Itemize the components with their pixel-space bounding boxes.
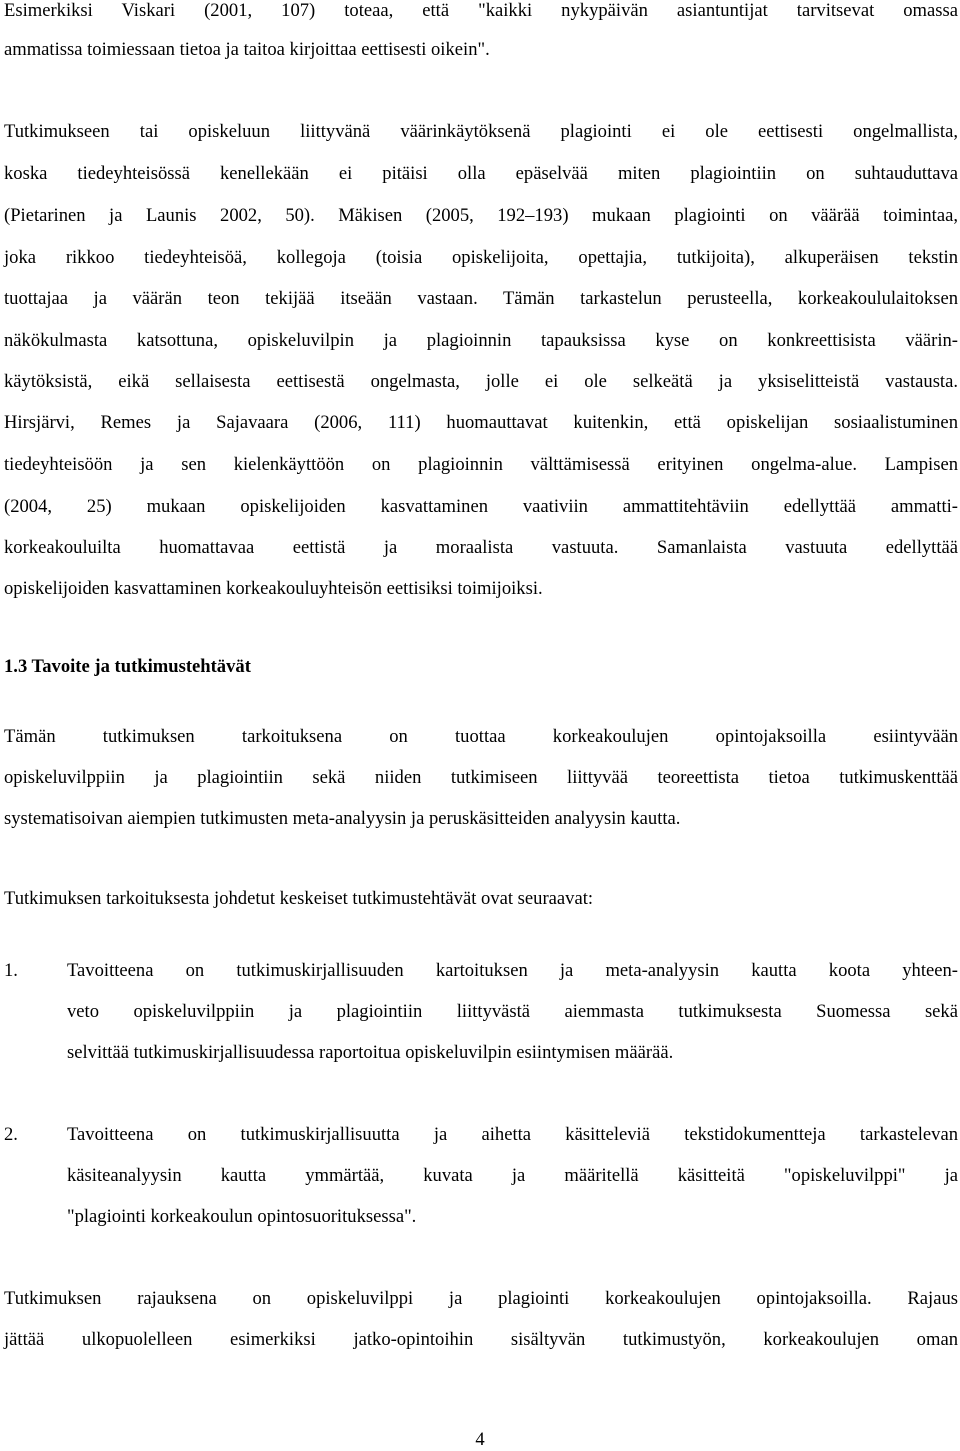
text-line: ammatissa toimiessaan tietoa ja taitoa kirjoittaa eettisesti oikein". (4, 39, 490, 60)
text-line: opiskelijoiden kasvattaminen korkeakouluyhteisön eettisiksi toimijoiksi. (4, 578, 543, 599)
text-line: veto opiskeluvilppiin ja plagiointiin liittyvästä aiemmasta tutkimuksesta Suomessa sekä (67, 1001, 958, 1022)
text-line: "plagiointi korkeakoulun opintosuorituksessa". (67, 1206, 417, 1227)
list-item-number: 1. (4, 960, 18, 981)
text-line: näkökulmasta katsottuna, opiskeluvilpin ja plagioinnin tapauksissa kyse on konkreettisista väärin- (4, 330, 958, 351)
text-line: systematisoivan aiempien tutkimusten meta-analyysin ja peruskäsitteiden analyysin kautta. (4, 808, 681, 829)
text-line: (Pietarinen ja Launis 2002, 50). Mäkisen (2005, 192–193) mukaan plagiointi on väärää toimintaa, (4, 205, 958, 226)
text-line: selvittää tutkimuskirjallisuudessa raportoitua opiskeluvilpin esiintymisen määrää. (67, 1042, 674, 1063)
text-line: käytöksistä, eikä sellaisesta eettisestä ongelmasta, jolle ei ole selkeätä ja yksiselitteistä vastausta. (4, 371, 958, 392)
text-line: Tutkimukseen tai opiskeluun liittyvänä väärinkäytöksenä plagiointi ei ole eettisesti ongelmallista, (4, 121, 958, 142)
list-item-number: 2. (4, 1124, 18, 1145)
text-line: joka rikkoo tiedeyhteisöä, kollegoja (toisia opiskelijoita, opettajia, tutkijoita), alkuperäisen tekstin (4, 247, 958, 268)
text-line: käsiteanalyysin kautta ymmärtää, kuvata ja määritellä käsitteitä "opiskeluvilppi" ja (67, 1165, 958, 1186)
page-number: 4 (475, 1429, 485, 1450)
text-line: Tavoitteena on tutkimuskirjallisuuden kartoituksen ja meta-analyysin kautta koota yhteen- (67, 960, 958, 981)
text-line: Tutkimuksen rajauksena on opiskeluvilppi ja plagiointi korkeakoulujen opintojaksoilla. Rajaus (4, 1288, 958, 1309)
text-line: Hirsjärvi, Remes ja Sajavaara (2006, 111) huomauttavat kuitenkin, että opiskelijan sosiaalistuminen (4, 412, 958, 433)
text-line: Esimerkiksi Viskari (2001, 107) toteaa, että "kaikki nykypäivän asiantuntijat tarvitsevat omassa (4, 0, 958, 21)
paragraph-tasks-intro: Tutkimuksen tarkoituksesta johdetut keskeiset tutkimustehtävät ovat seuraavat: (4, 888, 594, 909)
text-line: tiedeyhteisöön ja sen kielenkäyttöön on plagioinnin välttämisessä erityinen ongelma-alue. Lampisen (4, 454, 958, 475)
text-line: jättää ulkopuolelleen esimerkiksi jatko-opintoihin sisältyvän tutkimustyön, korkeakoulujen oman (4, 1329, 958, 1350)
text-line: opiskeluvilppiin ja plagiointiin sekä niiden tutkimiseen liittyvää teoreettista tietoa tutkimuskenttää (4, 767, 958, 788)
text-line: tuottajaa ja väärän teon tekijää itseään vastaan. Tämän tarkastelun perusteella, korkeakoululaitoksen (4, 288, 958, 309)
section-heading: 1.3 Tavoite ja tutkimustehtävät (4, 656, 251, 677)
text-line: Tavoitteena on tutkimuskirjallisuutta ja aihetta käsitteleviä tekstidokumentteja tarkastelevan (67, 1124, 958, 1145)
text-line: koska tiedeyhteisössä kenellekään ei pitäisi olla epäselvää miten plagiointiin on suhtauduttava (4, 163, 958, 184)
text-line: korkeakouluilta huomattavaa eettistä ja moraalista vastuuta. Samanlaista vastuuta edellyttää (4, 537, 958, 558)
text-line: (2004, 25) mukaan opiskelijoiden kasvattaminen vaativiin ammattitehtäviin edellyttää ammatti- (4, 496, 958, 517)
text-line: Tämän tutkimuksen tarkoituksena on tuottaa korkeakoulujen opintojaksoilla esiintyvään (4, 726, 958, 747)
